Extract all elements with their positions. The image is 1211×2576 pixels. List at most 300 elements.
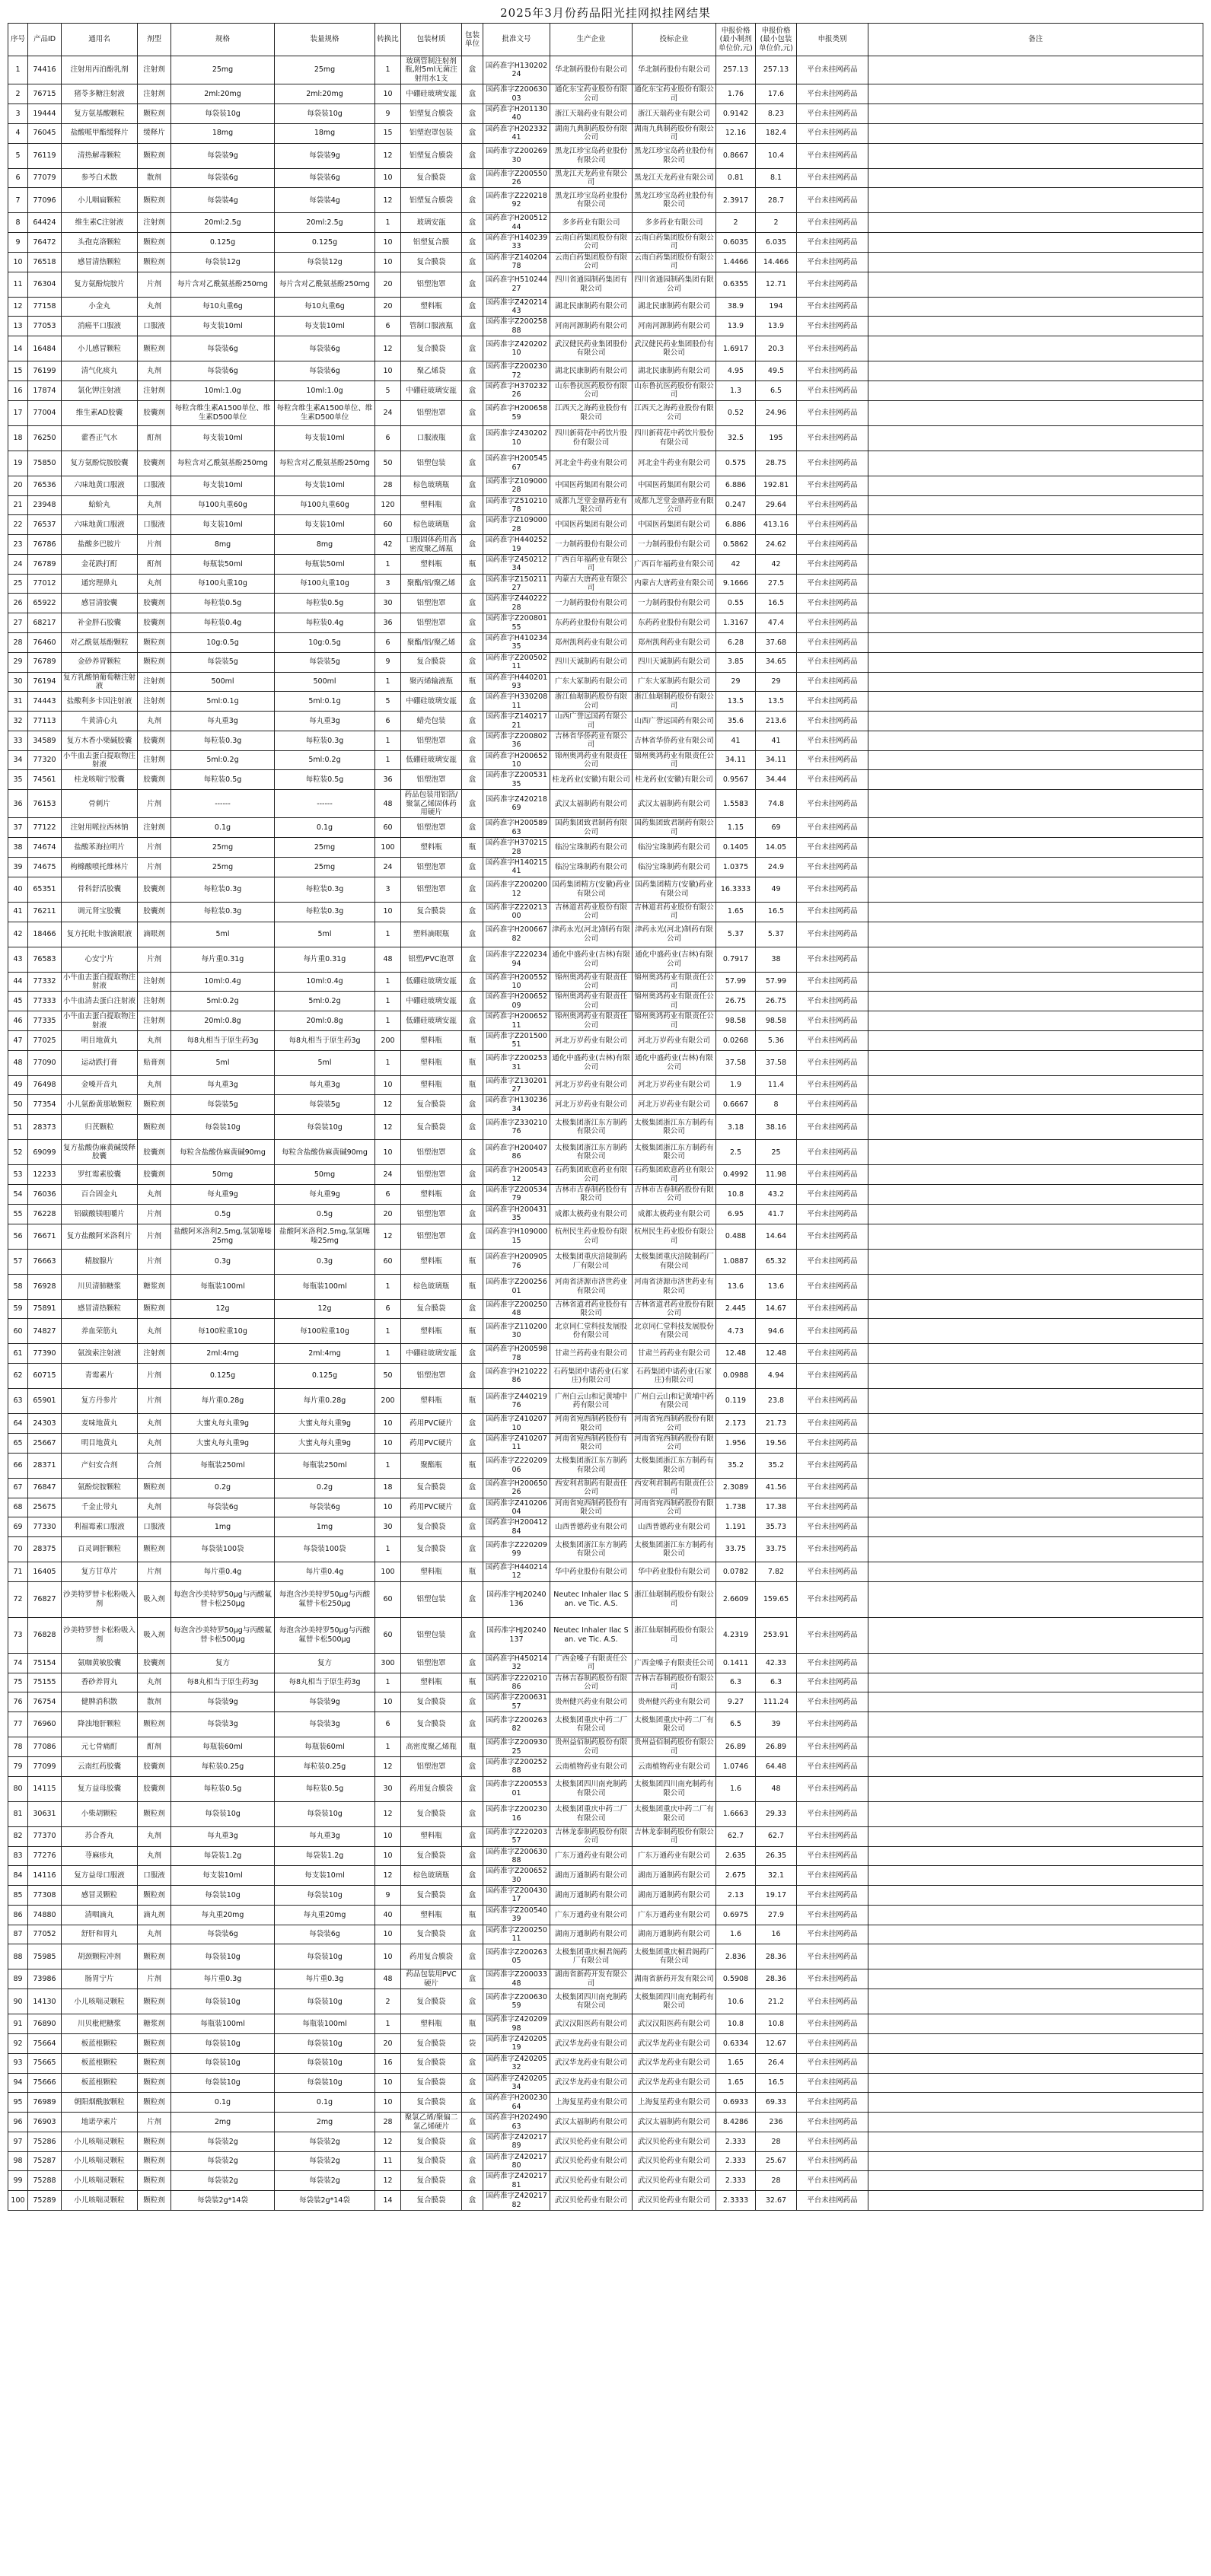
cell-package-unit: 盒 [462, 535, 483, 555]
cell-package-spec: 每袋装10g [275, 1989, 375, 2014]
cell-package-unit: 瓶 [462, 1737, 483, 1757]
cell-declaration-category: 平台未挂网药品 [797, 1673, 868, 1692]
cell-manufacturer: 太极集团重庆中药二厂有限公司 [550, 1712, 633, 1737]
cell-declaration-category: 平台未挂网药品 [797, 731, 868, 750]
cell-approval-number: 国药准字Z20025011 [483, 1925, 550, 1944]
cell-serial: 2 [8, 84, 28, 104]
cell-bidding-company: 石药集团欧意药业有限公司 [633, 1165, 716, 1185]
cell-specification: 0.3g [171, 1249, 275, 1274]
table-row [8, 1517, 1203, 1537]
cell-package-spec: 每袋装6g [275, 168, 375, 188]
cell-generic-name: 小牛血去蛋白提取物注射液 [62, 750, 138, 770]
cell-serial: 55 [8, 1204, 28, 1224]
cell-manufacturer: 东药药业股份有限公司 [550, 613, 633, 633]
cell-dosage-form: 注射剂 [138, 750, 171, 770]
cell-package-unit: 盒 [462, 992, 483, 1011]
cell-product-id: 76786 [28, 535, 62, 555]
cell-serial: 87 [8, 1925, 28, 1944]
cell-approval-number: 国药准字Z15021127 [483, 574, 550, 594]
cell-conversion-ratio: 10 [375, 1944, 401, 1969]
cell-product-id: 76789 [28, 554, 62, 574]
cell-manufacturer: 甘肃兰药药业有限公司 [550, 1344, 633, 1364]
cell-package-material: 药品包装用PVC硬片 [401, 1969, 462, 1989]
cell-declaration-category: 平台未挂网药品 [797, 972, 868, 992]
cell-remarks [868, 188, 1203, 213]
cell-remarks [868, 56, 1203, 84]
cell-package-unit: 盒 [462, 103, 483, 123]
cell-package-material: 铝塑泡罩 [401, 594, 462, 613]
cell-serial: 33 [8, 731, 28, 750]
cell-declaration-category: 平台未挂网药品 [797, 1562, 868, 1582]
cell-unit-price: 0.6035 [716, 233, 756, 253]
cell-package-price: 5.37 [756, 922, 797, 947]
table-row [8, 877, 1203, 902]
cell-generic-name: 香砂养胃丸 [62, 1673, 138, 1692]
cell-approval-number: 国药准字Z44022228 [483, 594, 550, 613]
cell-declaration-category: 平台未挂网药品 [797, 1414, 868, 1434]
cell-bidding-company: 吉林省华侨药业有限公司 [633, 731, 716, 750]
cell-dosage-form: 注射剂 [138, 84, 171, 104]
cell-manufacturer: 郑州凯利药业有限公司 [550, 633, 633, 653]
cell-approval-number: 国药准字Z22020906 [483, 1453, 550, 1478]
cell-approval-number: 国药准字Z44021976 [483, 1389, 550, 1414]
cell-bidding-company: 太极集团四川南充制药有限公司 [633, 1776, 716, 1801]
cell-specification: 每袋装100袋 [171, 1537, 275, 1562]
cell-serial: 95 [8, 2093, 28, 2113]
cell-remarks [868, 2053, 1203, 2073]
cell-manufacturer: 湖北民康制药有限公司 [550, 297, 633, 317]
cell-product-id: 65901 [28, 1389, 62, 1414]
cell-serial: 89 [8, 1969, 28, 1989]
cell-package-spec: 每袋装10g [275, 103, 375, 123]
cell-package-spec: 每袋装12g [275, 252, 375, 272]
cell-manufacturer: 河南省宛西制药股份有限公司 [550, 1498, 633, 1517]
cell-dosage-form: 胶囊剂 [138, 1756, 171, 1776]
cell-manufacturer: 河南省宛西制药股份有限公司 [550, 1414, 633, 1434]
table-row [8, 1756, 1203, 1776]
cell-serial: 74 [8, 1653, 28, 1673]
cell-generic-name: 骨科舒活胶囊 [62, 877, 138, 902]
cell-serial: 69 [8, 1517, 28, 1537]
cell-serial: 19 [8, 451, 28, 476]
cell-product-id: 77276 [28, 1846, 62, 1866]
cell-unit-price: 13.9 [716, 317, 756, 336]
cell-dosage-form: 注射剂 [138, 1011, 171, 1031]
cell-package-material: 塑料瓶 [401, 1075, 462, 1095]
cell-package-price: 19.17 [756, 1886, 797, 1906]
cell-declaration-category: 平台未挂网药品 [797, 902, 868, 922]
cell-bidding-company: 西安利君制药有限责任公司 [633, 1478, 716, 1498]
cell-serial: 100 [8, 2191, 28, 2211]
cell-package-unit: 瓶 [462, 1030, 483, 1050]
cell-remarks [868, 992, 1203, 1011]
table-row [8, 902, 1203, 922]
cell-package-unit: 盒 [462, 1866, 483, 1886]
cell-remarks [868, 317, 1203, 336]
cell-package-price: 42 [756, 554, 797, 574]
cell-unit-price: 0.6334 [716, 2034, 756, 2054]
cell-product-id: 76828 [28, 1617, 62, 1653]
cell-manufacturer: 太极集团浙江东方制药有限公司 [550, 1537, 633, 1562]
cell-declaration-category: 平台未挂网药品 [797, 168, 868, 188]
table-row [8, 2093, 1203, 2113]
cell-conversion-ratio: 30 [375, 594, 401, 613]
cell-bidding-company: 上海复星药业有限公司 [633, 2093, 716, 2113]
cell-product-id: 75155 [28, 1673, 62, 1692]
cell-serial: 61 [8, 1344, 28, 1364]
cell-manufacturer: 吉林省华侨药业有限公司 [550, 731, 633, 750]
cell-package-spec: 每袋装10g [275, 1115, 375, 1140]
cell-manufacturer: 中国医药集团有限公司 [550, 476, 633, 495]
cell-unit-price: 0.9567 [716, 770, 756, 790]
cell-serial: 57 [8, 1249, 28, 1274]
cell-package-price: 24.9 [756, 858, 797, 877]
cell-serial: 83 [8, 1846, 28, 1866]
table-row [8, 188, 1203, 213]
cell-serial: 93 [8, 2053, 28, 2073]
cell-package-unit: 盒 [462, 1756, 483, 1776]
cell-generic-name: 复方益母口服液 [62, 1866, 138, 1886]
table-row [8, 495, 1203, 515]
cell-package-price: 24.62 [756, 535, 797, 555]
cell-serial: 60 [8, 1319, 28, 1344]
cell-package-spec: 10ml:1.0g [275, 381, 375, 400]
cell-remarks [868, 692, 1203, 712]
cell-declaration-category: 平台未挂网药品 [797, 858, 868, 877]
cell-specification: 500ml [171, 672, 275, 692]
cell-approval-number: 国药准字H20113040 [483, 103, 550, 123]
cell-declaration-category: 平台未挂网药品 [797, 2191, 868, 2211]
cell-generic-name: 头孢克洛颗粒 [62, 233, 138, 253]
header-bidding-company: 投标企业 [633, 24, 716, 56]
cell-manufacturer: 湖南万通制药有限公司 [550, 1925, 633, 1944]
cell-bidding-company: 武汉贝伦药业有限公司 [633, 2132, 716, 2151]
cell-dosage-form: 酊剂 [138, 425, 171, 451]
cell-specification: 大蜜丸每丸重9g [171, 1414, 275, 1434]
cell-dosage-form: 口服液 [138, 476, 171, 495]
cell-package-unit: 盒 [462, 2113, 483, 2132]
cell-unit-price: 4.2319 [716, 1617, 756, 1653]
cell-remarks [868, 1925, 1203, 1944]
cell-conversion-ratio: 12 [375, 2171, 401, 2191]
cell-declaration-category: 平台未挂网药品 [797, 613, 868, 633]
cell-manufacturer: 山西普德药业有限公司 [550, 1517, 633, 1537]
cell-manufacturer: 多多药业有限公司 [550, 213, 633, 233]
header-dosage-form: 剂型 [138, 24, 171, 56]
cell-conversion-ratio: 10 [375, 1140, 401, 1165]
cell-bidding-company: 四川新荷花中药饮片股份有限公司 [633, 425, 716, 451]
cell-product-id: 77370 [28, 1826, 62, 1846]
cell-bidding-company: 东药药业股份有限公司 [633, 613, 716, 633]
cell-generic-name: 调元肾宝胶囊 [62, 902, 138, 922]
cell-approval-number: 国药准字H44021412 [483, 1562, 550, 1582]
cell-manufacturer: 内蒙古大唐药业有限公司 [550, 574, 633, 594]
cell-package-price: 47.4 [756, 613, 797, 633]
cell-remarks [868, 818, 1203, 838]
cell-dosage-form: 贴膏剂 [138, 1050, 171, 1075]
cell-package-material: 铝塑复合膜 [401, 233, 462, 253]
table-row [8, 1653, 1203, 1673]
cell-package-material: 复合膜袋 [401, 2073, 462, 2093]
cell-unit-price: 1.76 [716, 84, 756, 104]
cell-dosage-form: 颗粒剂 [138, 1712, 171, 1737]
cell-specification: 每袋装10g [171, 1886, 275, 1906]
table-row [8, 2191, 1203, 2211]
cell-package-material: 铝塑泡罩 [401, 400, 462, 425]
cell-conversion-ratio: 10 [375, 1433, 401, 1453]
cell-remarks [868, 2093, 1203, 2113]
cell-package-spec: 8mg [275, 535, 375, 555]
table-row [8, 336, 1203, 361]
cell-serial: 45 [8, 992, 28, 1011]
cell-unit-price: 0.6975 [716, 1905, 756, 1925]
cell-package-unit: 瓶 [462, 1453, 483, 1478]
cell-remarks [868, 1517, 1203, 1537]
table-row [8, 1886, 1203, 1906]
cell-package-material: 中硼硅玻璃安瓿 [401, 84, 462, 104]
cell-generic-name: 复方托吡卡胺滴眼液 [62, 922, 138, 947]
cell-declaration-category: 平台未挂网药品 [797, 1712, 868, 1737]
cell-unit-price: 62.7 [716, 1826, 756, 1846]
cell-specification: 5ml:0.2g [171, 992, 275, 1011]
cell-package-unit: 盒 [462, 652, 483, 672]
cell-remarks [868, 1299, 1203, 1319]
cell-manufacturer: 山东鲁抗医药股份有限公司 [550, 381, 633, 400]
cell-conversion-ratio: 1 [375, 672, 401, 692]
cell-bidding-company: 浙江仙琚制药股份有限公司 [633, 1617, 716, 1653]
cell-conversion-ratio: 10 [375, 1414, 401, 1434]
cell-approval-number: 国药准字Z42021789 [483, 2132, 550, 2151]
cell-conversion-ratio: 10 [375, 1846, 401, 1866]
cell-remarks [868, 297, 1203, 317]
cell-unit-price: 1.65 [716, 2073, 756, 2093]
cell-bidding-company: 河南省宛西制药股份有限公司 [633, 1498, 716, 1517]
cell-package-unit: 盒 [462, 1776, 483, 1801]
cell-package-unit: 盒 [462, 574, 483, 594]
cell-package-unit: 瓶 [462, 1249, 483, 1274]
cell-remarks [868, 2132, 1203, 2151]
cell-remarks [868, 1364, 1203, 1389]
cell-unit-price: 1.738 [716, 1498, 756, 1517]
cell-product-id: 76663 [28, 1249, 62, 1274]
cell-product-id: 77079 [28, 168, 62, 188]
cell-conversion-ratio: 60 [375, 1617, 401, 1653]
cell-package-spec: 每粒含对乙酰氨基酚250mg [275, 451, 375, 476]
cell-specification: 0.1g [171, 818, 275, 838]
cell-manufacturer: 国药集团致君制药有限公司 [550, 818, 633, 838]
cell-bidding-company: 武汉太福制药有限公司 [633, 2113, 716, 2132]
cell-product-id: 76754 [28, 1692, 62, 1712]
cell-package-material: 复合膜袋 [401, 1989, 462, 2014]
cell-serial: 75 [8, 1673, 28, 1692]
cell-approval-number: 国药准字H20065210 [483, 750, 550, 770]
cell-package-spec: 0.2g [275, 1478, 375, 1498]
cell-declaration-category: 平台未挂网药品 [797, 451, 868, 476]
cell-conversion-ratio: 12 [375, 1115, 401, 1140]
cell-manufacturer: 武汉华龙药业有限公司 [550, 2053, 633, 2073]
cell-bidding-company: 山西广誉远国药有限公司 [633, 712, 716, 731]
cell-package-price: 8.1 [756, 168, 797, 188]
cell-conversion-ratio: 100 [375, 838, 401, 858]
cell-unit-price: 6.3 [716, 1673, 756, 1692]
cell-unit-price: 2.635 [716, 1846, 756, 1866]
table-row [8, 770, 1203, 790]
cell-specification: 每粒装0.5g [171, 1776, 275, 1801]
cell-unit-price: 0.575 [716, 451, 756, 476]
cell-approval-number: 国药准字Z20050211 [483, 652, 550, 672]
cell-generic-name: 小牛血去蛋白提取物注射液 [62, 1011, 138, 1031]
table-row [8, 2151, 1203, 2171]
cell-declaration-category: 平台未挂网药品 [797, 1095, 868, 1115]
cell-package-unit: 盒 [462, 2171, 483, 2191]
cell-bidding-company: 锦州奥鸿药业有限责任公司 [633, 972, 716, 992]
cell-product-id: 77354 [28, 1095, 62, 1115]
cell-unit-price: 4.73 [716, 1319, 756, 1344]
cell-serial: 17 [8, 400, 28, 425]
cell-package-spec: 每片重0.31g [275, 947, 375, 972]
cell-package-spec: 每100丸重10g [275, 574, 375, 594]
cell-dosage-form: 片剂 [138, 535, 171, 555]
cell-unit-price: 2.3089 [716, 1478, 756, 1498]
cell-approval-number: 国药准字Z42021869 [483, 790, 550, 818]
cell-package-unit: 盒 [462, 1433, 483, 1453]
cell-package-spec: 5ml [275, 922, 375, 947]
cell-remarks [868, 123, 1203, 143]
cell-package-price: 65.32 [756, 1249, 797, 1274]
cell-approval-number: 国药准字HJ20240136 [483, 1581, 550, 1617]
cell-specification: 每支装10ml [171, 515, 275, 535]
cell-conversion-ratio: 9 [375, 103, 401, 123]
cell-bidding-company: 通化东宝药业股份有限公司 [633, 84, 716, 104]
table-row [8, 1617, 1203, 1653]
cell-package-material: 塑料瓶 [401, 1050, 462, 1075]
cell-package-unit: 盒 [462, 1989, 483, 2014]
cell-remarks [868, 1478, 1203, 1498]
cell-declaration-category: 平台未挂网药品 [797, 1204, 868, 1224]
cell-package-price: 28.75 [756, 451, 797, 476]
cell-declaration-category: 平台未挂网药品 [797, 1517, 868, 1537]
cell-approval-number: 国药准字Z20055301 [483, 1776, 550, 1801]
cell-approval-number: 国药准字Z20080155 [483, 613, 550, 633]
cell-package-material: 复合膜袋 [401, 2034, 462, 2054]
cell-package-unit: 盒 [462, 972, 483, 992]
cell-package-price: 28.36 [756, 1969, 797, 1989]
table-row [8, 143, 1203, 168]
cell-bidding-company: 武汉贝伦药业有限公司 [633, 2171, 716, 2191]
cell-conversion-ratio: 50 [375, 1364, 401, 1389]
cell-package-material: 复合膜袋 [401, 2053, 462, 2073]
cell-unit-price: 12.48 [716, 1344, 756, 1364]
cell-conversion-ratio: 1 [375, 1453, 401, 1478]
cell-package-material: 药品包装用铝箔/聚氯乙烯固体药用硬片 [401, 790, 462, 818]
cell-product-id: 76715 [28, 84, 62, 104]
cell-specification: 每100丸重10g [171, 574, 275, 594]
cell-package-spec: 2mg [275, 2113, 375, 2132]
cell-unit-price: 10.8 [716, 1185, 756, 1205]
cell-serial: 40 [8, 877, 28, 902]
cell-package-spec: 每丸重20mg [275, 1905, 375, 1925]
cell-package-price: 48 [756, 1776, 797, 1801]
cell-remarks [868, 1453, 1203, 1478]
cell-package-spec: 每粒装0.25g [275, 1756, 375, 1776]
cell-package-unit: 瓶 [462, 1075, 483, 1095]
cell-package-unit: 盒 [462, 1344, 483, 1364]
cell-bidding-company: 一力制药股份有限公司 [633, 535, 716, 555]
table-row [8, 168, 1203, 188]
cell-package-unit: 盒 [462, 400, 483, 425]
cell-package-spec: 25mg [275, 838, 375, 858]
cell-package-price: 6.5 [756, 381, 797, 400]
cell-bidding-company: 通化中盛药业(吉林)有限公司 [633, 947, 716, 972]
cell-manufacturer: 河南河源制药有限公司 [550, 317, 633, 336]
cell-package-material: 铝塑泡罩 [401, 272, 462, 297]
cell-package-unit: 瓶 [462, 1050, 483, 1075]
cell-product-id: 28373 [28, 1115, 62, 1140]
cell-generic-name: 小儿氨酚黄那敏颗粒 [62, 1095, 138, 1115]
cell-approval-number: 国药准字H37023226 [483, 381, 550, 400]
cell-package-unit: 瓶 [462, 1389, 483, 1414]
cell-manufacturer: 河南省宛西制药股份有限公司 [550, 1433, 633, 1453]
cell-package-material: 低硼硅玻璃安瓿 [401, 1011, 462, 1031]
cell-conversion-ratio: 36 [375, 770, 401, 790]
cell-package-spec: 每丸重3g [275, 1826, 375, 1846]
cell-specification: 2mg [171, 2113, 275, 2132]
cell-specification: 每10丸重6g [171, 297, 275, 317]
cell-specification: 10ml:1.0g [171, 381, 275, 400]
cell-package-material: 铝塑泡罩 [401, 1204, 462, 1224]
cell-remarks [868, 1249, 1203, 1274]
cell-serial: 90 [8, 1989, 28, 2014]
cell-bidding-company: 广西金嗓子有限责任公司 [633, 1653, 716, 1673]
cell-package-unit: 盒 [462, 922, 483, 947]
cell-remarks [868, 2191, 1203, 2211]
cell-manufacturer: 武汉华龙药业有限公司 [550, 2034, 633, 2054]
cell-unit-price: 34.11 [716, 750, 756, 770]
cell-bidding-company: 太极集团四川南充制药有限公司 [633, 1989, 716, 2014]
cell-approval-number: 国药准字Z43020210 [483, 425, 550, 451]
cell-unit-price: 1.3 [716, 381, 756, 400]
cell-package-price: 17.38 [756, 1498, 797, 1517]
cell-declaration-category: 平台未挂网药品 [797, 56, 868, 84]
cell-dosage-form: 颗粒剂 [138, 143, 171, 168]
table-row [8, 361, 1203, 381]
cell-bidding-company: 湖北民康制药有限公司 [633, 361, 716, 381]
table-row [8, 2073, 1203, 2093]
cell-specification: 0.125g [171, 1364, 275, 1389]
cell-package-material: 铝塑泡罩 [401, 1756, 462, 1776]
cell-product-id: 75664 [28, 2034, 62, 2054]
cell-conversion-ratio: 40 [375, 1905, 401, 1925]
cell-package-unit: 盒 [462, 425, 483, 451]
cell-conversion-ratio: 100 [375, 1562, 401, 1582]
cell-dosage-form: 片剂 [138, 1364, 171, 1389]
cell-approval-number: 国药准字Z22020357 [483, 1826, 550, 1846]
cell-approval-number: 国药准字Z41020604 [483, 1498, 550, 1517]
cell-manufacturer: 成都九芝堂金鼎药业有限公司 [550, 495, 633, 515]
cell-package-unit: 盒 [462, 381, 483, 400]
cell-approval-number: 国药准字Z20020012 [483, 877, 550, 902]
cell-package-material: 铝塑泡罩 [401, 818, 462, 838]
table-row [8, 992, 1203, 1011]
table-row [8, 233, 1203, 253]
cell-package-price: 12.71 [756, 272, 797, 297]
cell-specification: 每袋装5g [171, 652, 275, 672]
cell-product-id: 76890 [28, 2014, 62, 2034]
cell-product-id: 76036 [28, 1185, 62, 1205]
cell-package-material: 药用PVC硬片 [401, 1414, 462, 1434]
cell-approval-number: 国药准字Z22020999 [483, 1537, 550, 1562]
cell-bidding-company: 湖南万通制药有限公司 [633, 1886, 716, 1906]
